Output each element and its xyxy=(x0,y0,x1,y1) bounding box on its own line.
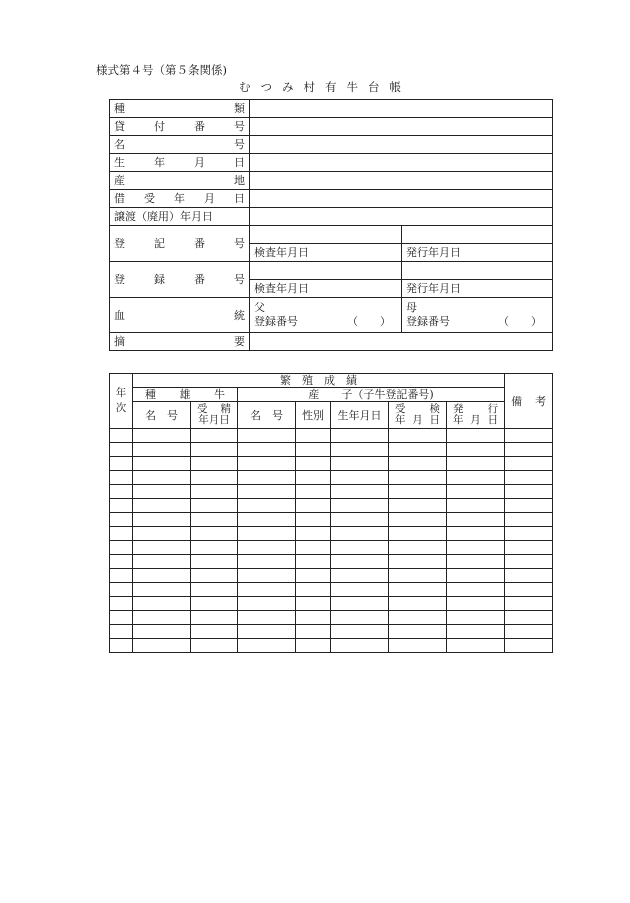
breeding-cell xyxy=(238,625,296,639)
ledger-body xyxy=(110,100,553,351)
breeding-cell xyxy=(133,527,191,541)
breeding-cell xyxy=(331,541,389,555)
breeding-cell xyxy=(110,527,133,541)
ledger-label: 種 類 xyxy=(110,100,250,118)
breeding-cell xyxy=(505,555,553,569)
breeding-cell xyxy=(389,555,447,569)
breeding-cell xyxy=(191,625,238,639)
breeding-cell xyxy=(110,611,133,625)
breeding-data-row xyxy=(110,597,553,611)
breeding-data-row xyxy=(110,555,553,569)
breeding-title: 繁 殖 成 績 xyxy=(133,374,505,388)
calf-name-header: 名 号 xyxy=(238,402,296,429)
breeding-cell xyxy=(110,485,133,499)
ledger-row xyxy=(110,154,553,172)
breeding-cell xyxy=(331,555,389,569)
breeding-cell xyxy=(447,429,505,443)
breeding-cell xyxy=(238,485,296,499)
breeding-cell xyxy=(505,611,553,625)
year-header: 年 次 xyxy=(110,374,133,429)
ledger-label: 生 年 月 日 xyxy=(110,154,250,172)
breeding-cell xyxy=(110,513,133,527)
breeding-cell xyxy=(238,429,296,443)
breeding-body xyxy=(110,374,553,653)
breeding-cell xyxy=(296,597,331,611)
breeding-data-row xyxy=(110,485,553,499)
breeding-cell xyxy=(110,583,133,597)
ledger-label: 登 録 番 号 xyxy=(110,262,250,298)
breeding-cell xyxy=(110,499,133,513)
breeding-cell xyxy=(191,499,238,513)
breeding-cell xyxy=(447,597,505,611)
breeding-cell xyxy=(505,639,553,653)
ledger-label: 摘 要 xyxy=(110,333,250,351)
sex-header: 性別 xyxy=(296,402,331,429)
breeding-cell xyxy=(505,471,553,485)
ledger-value xyxy=(250,100,553,118)
breeding-cell xyxy=(389,429,447,443)
breeding-cell xyxy=(296,569,331,583)
breeding-results-table xyxy=(109,373,553,653)
ledger-value xyxy=(250,333,553,351)
breeding-cell xyxy=(133,443,191,457)
breeding-cell xyxy=(389,569,447,583)
breeding-data-row xyxy=(110,443,553,457)
breeding-cell xyxy=(389,485,447,499)
ledger-label: 産 地 xyxy=(110,172,250,190)
breeding-cell xyxy=(331,499,389,513)
breeding-cell xyxy=(133,611,191,625)
breeding-cell xyxy=(296,555,331,569)
breeding-cell xyxy=(505,541,553,555)
breeding-cell xyxy=(331,527,389,541)
ledger-row xyxy=(110,226,553,244)
breeding-cell xyxy=(238,639,296,653)
breeding-cell xyxy=(331,513,389,527)
breeding-cell xyxy=(447,611,505,625)
breeding-cell xyxy=(133,555,191,569)
breeding-cell xyxy=(447,457,505,471)
breeding-cell xyxy=(331,471,389,485)
breeding-cell xyxy=(296,527,331,541)
inspection-date-label: 検査年月日 xyxy=(250,280,402,298)
breeding-cell xyxy=(505,499,553,513)
breeding-cell xyxy=(133,499,191,513)
insemination-date-header: 受 精 年月日 xyxy=(191,402,238,429)
breeding-cell xyxy=(110,555,133,569)
breeding-cell xyxy=(133,541,191,555)
ledger-value xyxy=(250,226,402,244)
breeding-cell xyxy=(238,513,296,527)
birth-date-header: 生年月日 xyxy=(331,402,389,429)
breeding-cell xyxy=(505,625,553,639)
breeding-cell xyxy=(389,499,447,513)
ledger-value xyxy=(250,118,553,136)
breeding-data-row xyxy=(110,471,553,485)
breeding-cell xyxy=(505,485,553,499)
breeding-data-row xyxy=(110,457,553,471)
inspection-date-header: 受 検 年 月 日 xyxy=(389,402,447,429)
ledger-label: 血 統 xyxy=(110,298,250,333)
ledger-label: 名 号 xyxy=(110,136,250,154)
breeding-cell xyxy=(447,625,505,639)
breeding-cell xyxy=(238,583,296,597)
inspection-date-label: 検査年月日 xyxy=(250,244,402,262)
breeding-data-row xyxy=(110,611,553,625)
breeding-cell xyxy=(331,429,389,443)
breeding-cell xyxy=(133,597,191,611)
breeding-cell xyxy=(191,457,238,471)
breeding-cell xyxy=(447,471,505,485)
ledger-label: 登 記 番 号 xyxy=(110,226,250,262)
breeding-cell xyxy=(505,429,553,443)
breeding-cell xyxy=(447,485,505,499)
issue-date-header: 発 行 年 月 日 xyxy=(447,402,505,429)
ledger-row xyxy=(110,100,553,118)
breeding-cell xyxy=(110,429,133,443)
breeding-cell xyxy=(505,513,553,527)
breeding-cell xyxy=(505,597,553,611)
ledger-row xyxy=(110,190,553,208)
breeding-cell xyxy=(133,639,191,653)
breeding-data-row xyxy=(110,499,553,513)
breeding-cell xyxy=(296,429,331,443)
mother-cell: 母 登録番号 （ ） xyxy=(402,298,553,333)
sire-header: 種 雄 牛 xyxy=(133,388,238,402)
ledger-row xyxy=(110,262,553,280)
breeding-cell xyxy=(133,429,191,443)
breeding-cell xyxy=(389,513,447,527)
ledger-value xyxy=(250,262,402,280)
breeding-cell xyxy=(238,499,296,513)
breeding-cell xyxy=(331,443,389,457)
breeding-cell xyxy=(191,555,238,569)
breeding-cell xyxy=(296,611,331,625)
sire-name-header: 名 号 xyxy=(133,402,191,429)
breeding-cell xyxy=(389,625,447,639)
breeding-cell xyxy=(447,527,505,541)
breeding-cell xyxy=(191,443,238,457)
breeding-cell xyxy=(296,639,331,653)
breeding-cell xyxy=(447,541,505,555)
breeding-cell xyxy=(331,625,389,639)
breeding-cell xyxy=(505,443,553,457)
breeding-data-row xyxy=(110,583,553,597)
breeding-cell xyxy=(133,457,191,471)
breeding-cell xyxy=(331,597,389,611)
breeding-cell xyxy=(133,625,191,639)
breeding-cell xyxy=(191,471,238,485)
breeding-cell xyxy=(296,541,331,555)
ledger-value xyxy=(402,226,553,244)
breeding-cell xyxy=(389,541,447,555)
breeding-cell xyxy=(238,555,296,569)
ledger-row xyxy=(110,298,553,333)
breeding-data-row xyxy=(110,569,553,583)
breeding-cell xyxy=(110,541,133,555)
breeding-cell xyxy=(191,541,238,555)
breeding-data-row xyxy=(110,513,553,527)
breeding-cell xyxy=(296,583,331,597)
breeding-cell xyxy=(238,457,296,471)
breeding-cell xyxy=(296,457,331,471)
ledger-value xyxy=(402,262,553,280)
breeding-cell xyxy=(110,639,133,653)
breeding-cell xyxy=(296,471,331,485)
ledger-row xyxy=(110,172,553,190)
breeding-cell xyxy=(389,527,447,541)
ledger-label: 借 受 年 月 日 xyxy=(110,190,250,208)
offspring-header: 産 子（子牛登記番号) xyxy=(238,388,505,402)
breeding-cell xyxy=(331,485,389,499)
remarks-header: 備 考 xyxy=(505,374,553,429)
breeding-cell xyxy=(191,611,238,625)
breeding-cell xyxy=(389,639,447,653)
breeding-cell xyxy=(133,583,191,597)
breeding-cell xyxy=(191,485,238,499)
ledger-row xyxy=(110,208,553,226)
ledger-value xyxy=(250,136,553,154)
cattle-ledger-table xyxy=(109,99,553,351)
breeding-cell xyxy=(296,513,331,527)
ledger-label: 譲渡（廃用）年月日 xyxy=(110,208,250,226)
ledger-title: むつみ村有牛台帳 xyxy=(239,80,411,94)
ledger-value xyxy=(250,154,553,172)
breeding-cell xyxy=(389,443,447,457)
breeding-cell xyxy=(238,443,296,457)
breeding-cell xyxy=(238,541,296,555)
issue-date-label: 発行年月日 xyxy=(402,280,553,298)
breeding-cell xyxy=(447,513,505,527)
issue-date-label: 発行年月日 xyxy=(402,244,553,262)
ledger-value xyxy=(250,190,553,208)
breeding-cell xyxy=(505,457,553,471)
breeding-cell xyxy=(389,457,447,471)
breeding-cell xyxy=(238,597,296,611)
breeding-cell xyxy=(191,527,238,541)
breeding-cell xyxy=(191,597,238,611)
breeding-cell xyxy=(296,485,331,499)
breeding-cell xyxy=(191,513,238,527)
breeding-cell xyxy=(331,457,389,471)
breeding-cell xyxy=(133,569,191,583)
ledger-value xyxy=(250,172,553,190)
form-number: 様式第４号（第５条関係) xyxy=(96,63,227,77)
breeding-cell xyxy=(331,569,389,583)
breeding-cell xyxy=(505,527,553,541)
breeding-cell xyxy=(133,513,191,527)
breeding-cell xyxy=(133,471,191,485)
ledger-row xyxy=(110,333,553,351)
ledger-row xyxy=(110,118,553,136)
breeding-cell xyxy=(238,611,296,625)
breeding-cell xyxy=(447,639,505,653)
breeding-data-row xyxy=(110,541,553,555)
breeding-cell xyxy=(110,443,133,457)
breeding-cell xyxy=(389,597,447,611)
breeding-data-row xyxy=(110,639,553,653)
breeding-cell xyxy=(191,569,238,583)
breeding-cell xyxy=(110,597,133,611)
breeding-cell xyxy=(389,471,447,485)
father-cell: 父 登録番号 （ ） xyxy=(250,298,402,333)
breeding-cell xyxy=(238,569,296,583)
breeding-cell xyxy=(238,471,296,485)
ledger-row xyxy=(110,136,553,154)
breeding-cell xyxy=(389,611,447,625)
breeding-cell xyxy=(331,583,389,597)
breeding-cell xyxy=(447,499,505,513)
breeding-cell xyxy=(238,527,296,541)
breeding-cell xyxy=(505,583,553,597)
breeding-cell xyxy=(447,569,505,583)
breeding-cell xyxy=(331,611,389,625)
breeding-cell xyxy=(296,625,331,639)
breeding-cell xyxy=(110,457,133,471)
breeding-cell xyxy=(110,471,133,485)
breeding-cell xyxy=(133,485,191,499)
breeding-data-row xyxy=(110,429,553,443)
ledger-label: 貸 付 番 号 xyxy=(110,118,250,136)
breeding-cell xyxy=(191,639,238,653)
breeding-cell xyxy=(447,555,505,569)
breeding-cell xyxy=(110,569,133,583)
breeding-cell xyxy=(110,625,133,639)
breeding-cell xyxy=(447,583,505,597)
breeding-cell xyxy=(389,583,447,597)
breeding-cell xyxy=(191,429,238,443)
breeding-cell xyxy=(191,583,238,597)
breeding-cell xyxy=(447,443,505,457)
breeding-data-row xyxy=(110,527,553,541)
breeding-cell xyxy=(296,499,331,513)
breeding-cell xyxy=(296,443,331,457)
breeding-cell xyxy=(505,569,553,583)
ledger-value xyxy=(250,208,553,226)
breeding-cell xyxy=(331,639,389,653)
breeding-data-row xyxy=(110,625,553,639)
